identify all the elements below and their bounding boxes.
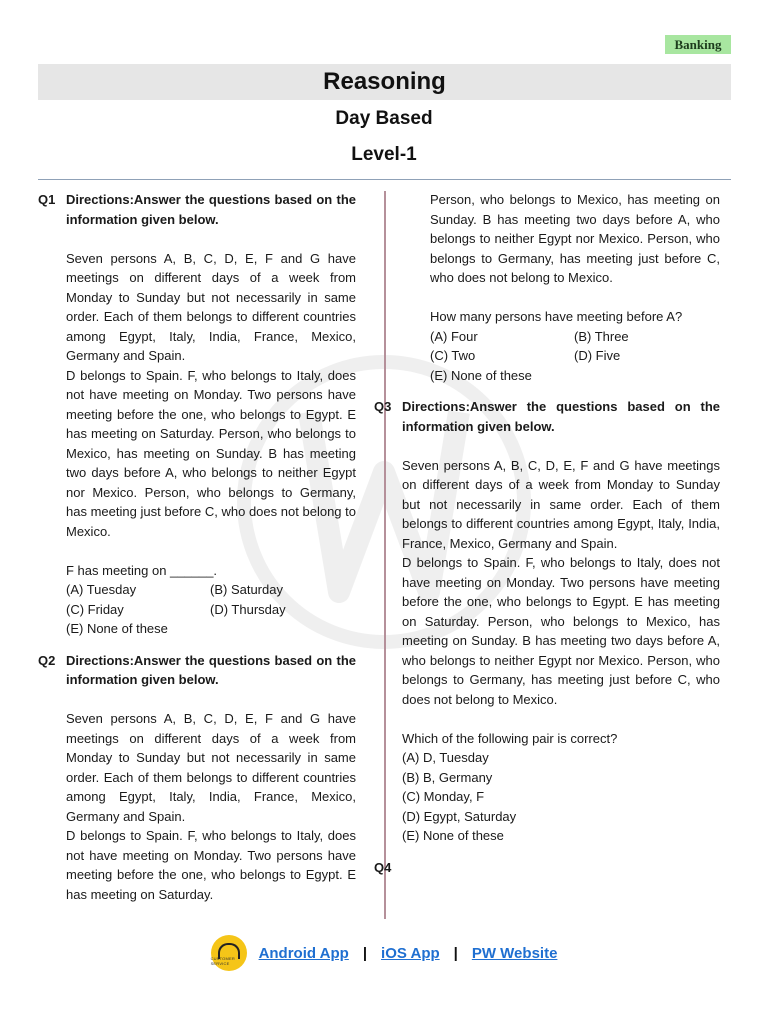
title-band — [38, 64, 731, 100]
left-column — [38, 190, 356, 904]
option-c[interactable]: (C) Friday — [66, 601, 124, 617]
option-d[interactable]: (D) Five — [574, 348, 621, 363]
option-e[interactable]: (E) None of these — [66, 621, 168, 636]
directions-text: Directions:Answer the questions based on the information given below. — [402, 399, 720, 434]
option-c[interactable]: (C) Two — [430, 348, 476, 363]
android-app-link[interactable]: Android App — [258, 944, 349, 962]
question-1 — [38, 190, 356, 639]
option-a[interactable]: (A) D, Tuesday — [402, 750, 489, 765]
question-number: Q3 — [374, 399, 392, 414]
question-3 — [374, 397, 720, 846]
option-b[interactable]: (B) Three — [574, 328, 629, 344]
passage-para-2-part-1: D belongs to Spain. F, who belongs to Italy, does not have meeting on Monday. Two persons have meeting before the one, who belongs to Egypt. E has meeting on Saturday. — [66, 828, 356, 902]
customer-service-logo-icon — [211, 935, 247, 971]
right-column — [374, 190, 720, 877]
option-a[interactable]: (A) Four — [430, 328, 478, 344]
question-number: Q2 — [38, 652, 56, 668]
option-e[interactable]: (E) None of these — [402, 828, 504, 843]
logo-text: CUSTOMER SERVICE — [210, 956, 235, 966]
page-subtitle: Day Based — [335, 108, 433, 129]
footer — [0, 935, 768, 971]
question-number: Q1 — [38, 192, 56, 207]
option-c[interactable]: (C) Monday, F — [402, 789, 485, 804]
question-text: Which of the following pair is correct? — [402, 730, 618, 746]
option-d[interactable]: (D) Egypt, Saturday — [402, 808, 517, 824]
directions-text: Directions:Answer the questions based on the information given below. — [66, 192, 356, 227]
pw-website-link[interactable]: PW Website — [471, 944, 558, 962]
passage-para-2-part-2: Person, who belongs to Mexico, has meeting on Sunday. B has meeting two days before A, who belongs to neither Egypt nor Mexico. Person, who belongs to Germany, has meeting just before C, who does not belong to Mexico. — [430, 192, 720, 285]
level-label: Level-1 — [351, 144, 417, 165]
option-d[interactable]: (D) Thursday — [210, 601, 286, 617]
option-a[interactable]: (A) Tuesday — [66, 582, 137, 597]
question-number: Q4 — [374, 859, 392, 875]
ios-app-link[interactable]: iOS App — [381, 944, 440, 962]
question-4 — [374, 858, 720, 878]
passage-para-1: Seven persons A, B, C, D, E, F and G have meetings on different days of a week from Monday to Sunday but not necessarily in same order. Each of them belongs to different countries among Egypt, Italy, India, France, Mexico, Germany and Spain. — [402, 457, 720, 551]
passage-para-1: Seven persons A, B, C, D, E, F and G have meetings on different days of a week from Monday to Sunday but not necessarily in same order. Each of them belongs to different countries among Egypt, Italy, India, France, Mexico, Germany and Spain. — [66, 711, 356, 824]
separator: | — [362, 944, 368, 962]
passage-para-2: D belongs to Spain. F, who belongs to Italy, does not have meeting on Monday. Two persons have meeting before the one, who belongs to Egypt. E has meeting on Saturday. Person, who belongs to Mexico, has meeting on Sunday. B has meeting two days before A, who belongs to neither Egypt nor Mexico. Person, who belongs to Germany, has meeting just before C, who does not belong to Mexico. — [66, 367, 356, 539]
options — [66, 580, 356, 639]
question-text: F has meeting on ______. — [66, 562, 218, 578]
options — [430, 327, 720, 386]
category-badge: Banking — [665, 35, 731, 54]
separator: | — [453, 944, 458, 962]
option-e[interactable]: (E) None of these — [430, 367, 532, 383]
passage-para-2: D belongs to Spain. F, who belongs to Italy, does not have meeting on Monday. Two persons have meeting before the one, who belongs to Egypt. E has meeting on Saturday. Person, who belongs to Mexico, has meeting on Sunday. B has meeting two days before A, who belongs to neither Egypt nor Mexico. Person, who belongs to Germany, has meeting just before C, who does not belong to Mexico. — [402, 555, 720, 707]
option-b[interactable]: (B) B, Germany — [402, 769, 493, 785]
page-title: Reasoning — [323, 68, 446, 95]
question-text: How many persons have meeting before A? — [430, 309, 683, 324]
directions-text: Directions:Answer the questions based on the information given below. — [66, 652, 356, 687]
question-2 — [38, 651, 356, 905]
option-b[interactable]: (B) Saturday — [210, 582, 283, 597]
options — [402, 748, 720, 846]
header-rule — [38, 179, 731, 180]
passage-para-1: Seven persons A, B, C, D, E, F and G have meetings on different days of a week from Monday to Sunday but not necessarily in same order. Each of them belongs to different countries among Egypt, Italy, India, France, Mexico, Germany and Spain. — [66, 250, 356, 363]
